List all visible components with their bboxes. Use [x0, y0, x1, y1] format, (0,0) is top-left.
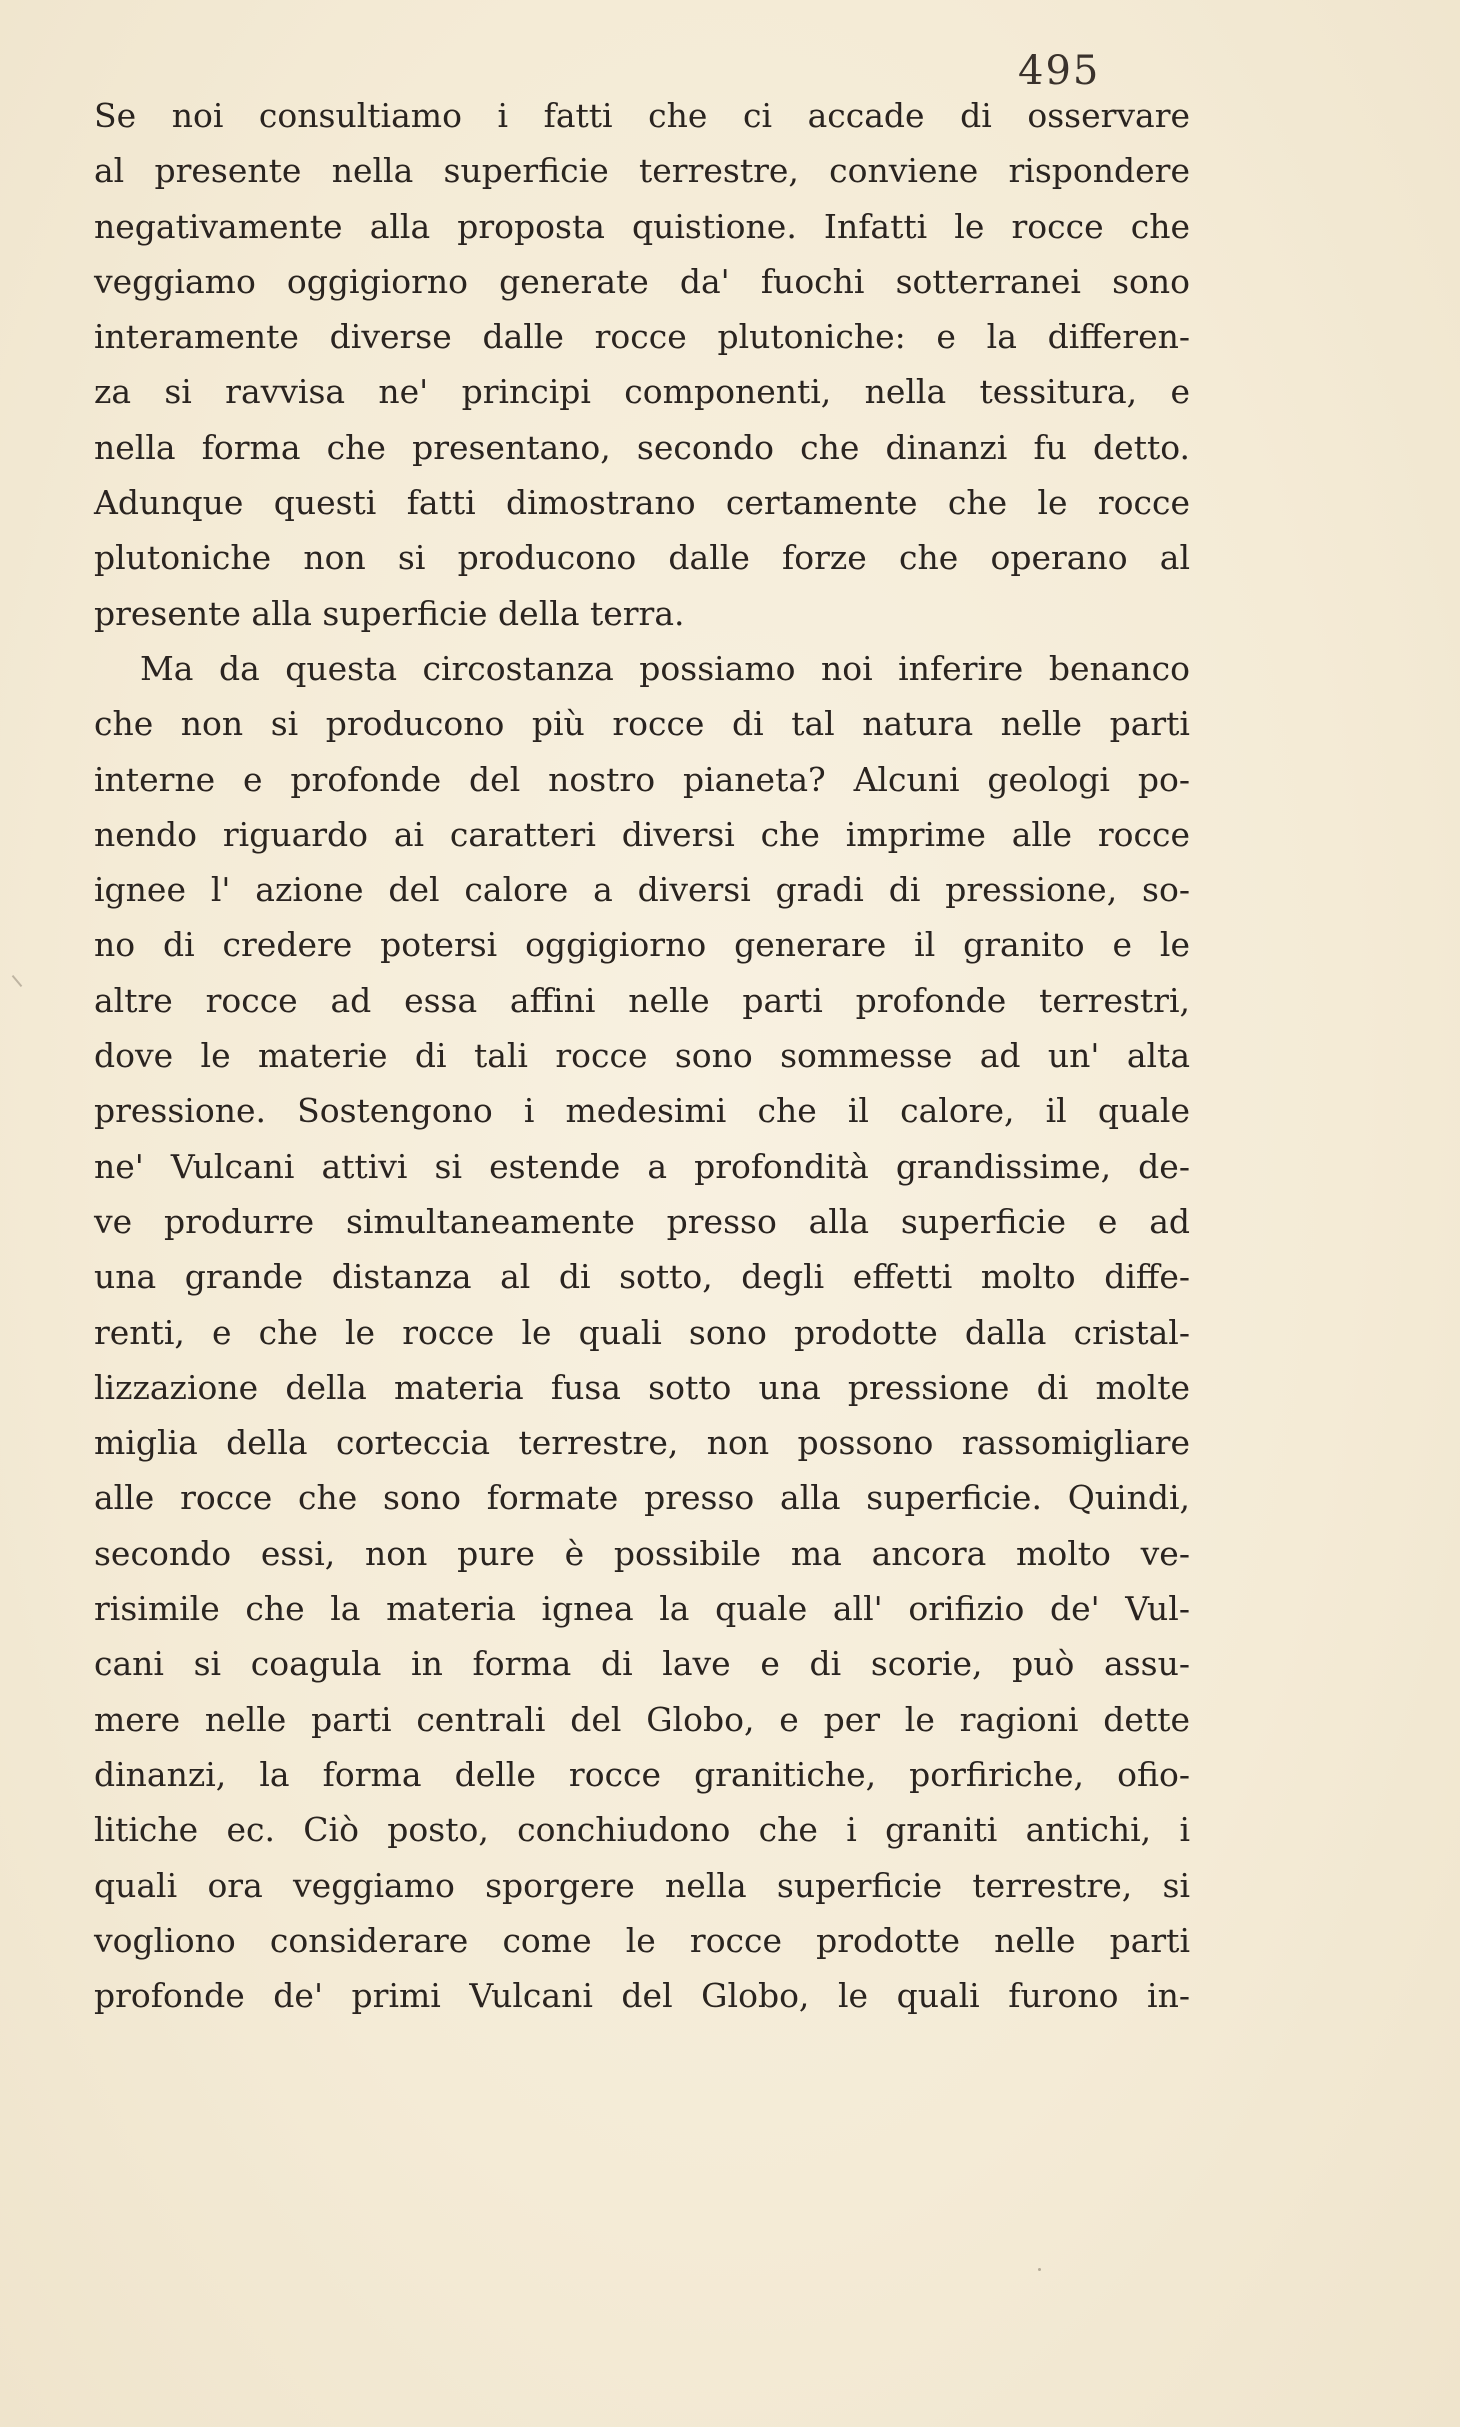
page-number: 495	[1018, 48, 1101, 94]
text-line: interne e profonde del nostro pianeta? Alcuni geologi po-	[94, 759, 1190, 799]
text-line: ignee l' azione del calore a diversi gradi di pressione, so-	[94, 870, 1190, 910]
text-line: miglia della corteccia terrestre, non possono rassomigliare	[94, 1423, 1190, 1463]
text-line: Adunque questi fatti dimostrano certamente che le rocce	[94, 483, 1190, 523]
text-line: lizzazione della materia fusa sotto una pressione di molte	[94, 1367, 1190, 1407]
text-line: negativamente alla proposta quistione. Infatti le rocce che	[94, 206, 1190, 246]
text-line: vogliono considerare come le rocce prodotte nelle parti	[94, 1920, 1190, 1960]
text-line: plutoniche non si producono dalle forze che operano al	[94, 538, 1190, 578]
text-line: al presente nella superficie terrestre, conviene rispondere	[94, 151, 1190, 191]
text-line: mere nelle parti centrali del Globo, e per le ragioni dette	[94, 1699, 1190, 1739]
text-line: profonde de' primi Vulcani del Globo, le quali furono in-	[94, 1976, 1190, 2016]
text-line: veggiamo oggigiorno generate da' fuochi sotterranei sono	[94, 261, 1190, 301]
text-line: renti, e che le rocce le quali sono prodotte dalla cristal-	[94, 1312, 1190, 1352]
text-line: za si ravvisa ne' principi componenti, nella tessitura, e	[94, 372, 1190, 412]
text-line: risimile che la materia ignea la quale all' orifizio de' Vul-	[94, 1589, 1190, 1629]
text-line: Ma da questa circostanza possiamo noi inferire benanco	[140, 648, 1190, 688]
text-line: interamente diverse dalle rocce plutoniche: e la differen-	[94, 317, 1190, 357]
text-line: dinanzi, la forma delle rocce granitiche, porfiriche, ofio-	[94, 1754, 1190, 1794]
text-line: che non si producono più rocce di tal natura nelle parti	[94, 704, 1190, 744]
margin-mark	[12, 975, 23, 987]
text-line: cani si coagula in forma di lave e di scorie, può assu-	[94, 1644, 1190, 1684]
text-line: ve produrre simultaneamente presso alla superficie e ad	[94, 1201, 1190, 1241]
text-line: presente alla superficie della terra.	[94, 593, 685, 633]
text-line: no di credere potersi oggigiorno generare il granito e le	[94, 925, 1190, 965]
text-line: quali ora veggiamo sporgere nella superficie terrestre, si	[94, 1865, 1190, 1905]
text-line: dove le materie di tali rocce sono sommesse ad un' alta	[94, 1036, 1190, 1076]
text-line: secondo essi, non pure è possibile ma ancora molto ve-	[94, 1533, 1190, 1573]
text-line: ne' Vulcani attivi si estende a profondità grandissime, de-	[94, 1146, 1190, 1186]
text-line: una grande distanza al di sotto, degli effetti molto diffe-	[94, 1257, 1190, 1297]
paper-speck	[1038, 2268, 1041, 2271]
text-line: nendo riguardo ai caratteri diversi che imprime alle rocce	[94, 814, 1190, 854]
text-line: alle rocce che sono formate presso alla superficie. Quindi,	[94, 1478, 1190, 1518]
text-line: litiche ec. Ciò posto, conchiudono che i graniti antichi, i	[94, 1810, 1190, 1850]
paragraph	[94, 88, 1190, 641]
text-line: Se noi consultiamo i fatti che ci accade di osservare	[94, 96, 1190, 135]
text-line: pressione. Sostengono i medesimi che il calore, il quale	[94, 1091, 1190, 1131]
text-line: altre rocce ad essa affini nelle parti profonde terrestri,	[94, 980, 1190, 1020]
body-text	[94, 88, 1190, 2023]
text-line: nella forma che presentano, secondo che dinanzi fu detto.	[94, 427, 1190, 467]
paragraph	[94, 641, 1190, 2023]
